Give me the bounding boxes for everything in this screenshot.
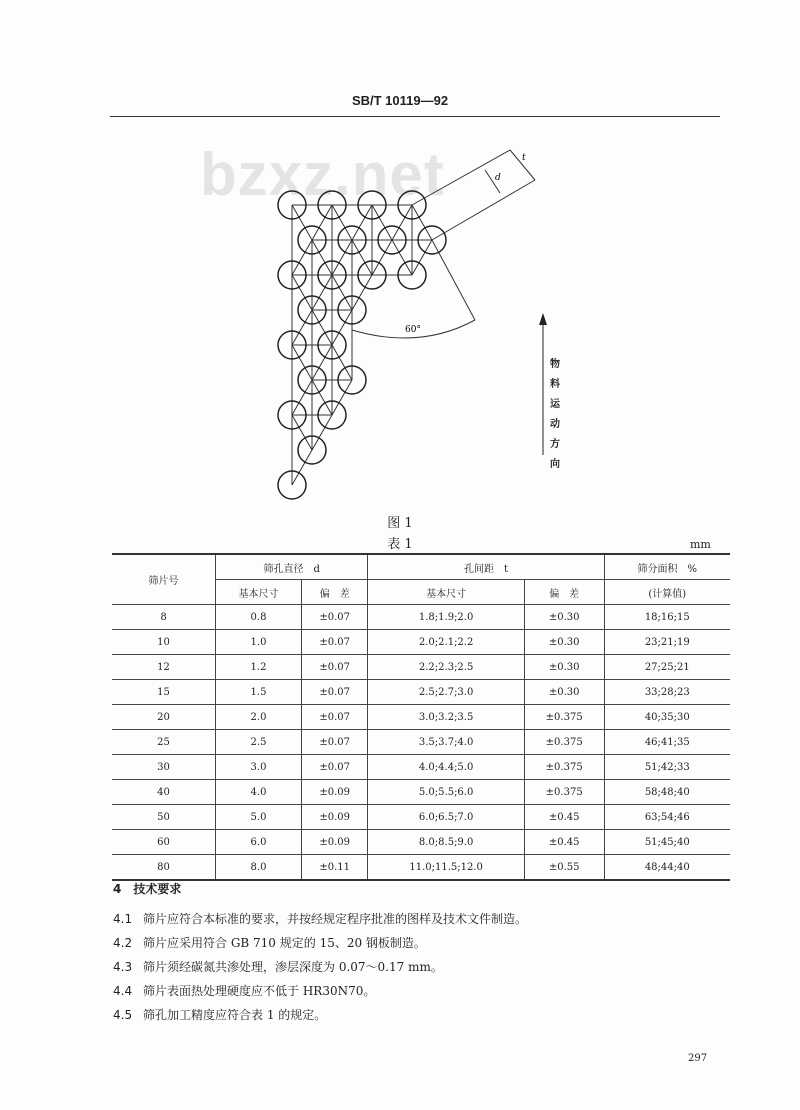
dimension-line	[432, 180, 535, 240]
header-no: 筛片号	[112, 554, 216, 605]
header-area: 筛分面积 %	[604, 554, 730, 580]
table-cell: ±0.07	[302, 705, 368, 730]
table-cell: 2.0	[216, 705, 302, 730]
table-cell: 63;54;46	[604, 805, 730, 830]
grid-line	[312, 380, 332, 415]
header-d-basic: 基本尺寸	[216, 580, 302, 605]
table-cell: 8.0	[216, 855, 302, 881]
table-cell: 40;35;30	[604, 705, 730, 730]
header-t-dev: 偏 差	[524, 580, 604, 605]
table-cell: 80	[112, 855, 216, 881]
table-row	[112, 830, 730, 855]
table-cell: ±0.07	[302, 630, 368, 655]
table-cell: 58;48;40	[604, 780, 730, 805]
table-unit: mm	[690, 538, 711, 551]
arrow-label-char: 动	[550, 419, 560, 430]
requirement-item	[113, 910, 527, 927]
table-cell: 5.0;5.5;6.0	[368, 780, 524, 805]
table-cell: ±0.09	[302, 780, 368, 805]
table-row	[112, 655, 730, 680]
grid-line	[412, 240, 432, 275]
table-cell: 20	[112, 705, 216, 730]
header-t: 孔间距 t	[368, 554, 604, 580]
grid-line	[332, 205, 352, 240]
watermark: bzxz.net	[200, 141, 445, 208]
table-cell: 8	[112, 605, 216, 630]
table-cell: 5.0	[216, 805, 302, 830]
arrow-label-char: 物	[550, 359, 560, 370]
table-cell: 50	[112, 805, 216, 830]
table-row	[112, 855, 730, 881]
header-rule	[110, 116, 720, 117]
table-cell: 25	[112, 730, 216, 755]
table-cell: ±0.45	[524, 805, 604, 830]
grid-line	[292, 275, 312, 310]
table-row	[112, 680, 730, 705]
table-cell: 18;16;15	[604, 605, 730, 630]
table-cell: 11.0;11.5;12.0	[368, 855, 524, 881]
standard-header: SB/T 10119—92	[351, 93, 449, 108]
table-cell: 2.2;2.3;2.5	[368, 655, 524, 680]
table-cell: 2.5;2.7;3.0	[368, 680, 524, 705]
table-cell: 12	[112, 655, 216, 680]
grid-line	[372, 240, 392, 275]
figure-caption: 图 1	[387, 516, 413, 531]
grid-line	[292, 240, 312, 275]
table-cell: ±0.07	[302, 730, 368, 755]
grid-line	[332, 275, 352, 310]
arrow-label-char: 运	[550, 399, 560, 410]
material-direction-label	[548, 355, 562, 475]
section-title: 4 技术要求	[113, 882, 182, 896]
grid-line	[332, 310, 352, 345]
arrow-label-char: 方	[550, 439, 560, 450]
grid-line	[352, 205, 372, 240]
table-cell: ±0.07	[302, 655, 368, 680]
grid-line	[292, 310, 312, 345]
table-row	[112, 805, 730, 830]
item-text: 筛片表面热处理硬度应不低于 HR30N70。	[143, 984, 376, 998]
table-cell: 4.0	[216, 780, 302, 805]
grid-line	[352, 240, 372, 275]
grid-line	[312, 415, 332, 450]
table-cell: 6.0	[216, 830, 302, 855]
table-cell: 3.5;3.7;4.0	[368, 730, 524, 755]
grid-line	[332, 380, 352, 415]
grid-line	[292, 415, 312, 450]
item-text: 筛孔加工精度应符合表 1 的规定。	[143, 1008, 327, 1022]
table-cell: 30	[112, 755, 216, 780]
table-cell: ±0.30	[524, 655, 604, 680]
table-cell: 0.8	[216, 605, 302, 630]
item-number: 4.3	[113, 960, 133, 974]
table-cell: 6.0;6.5;7.0	[368, 805, 524, 830]
table-row	[112, 630, 730, 655]
table-caption: 表 1	[387, 537, 413, 552]
arrow-label-char: 料	[550, 379, 560, 390]
table-row	[112, 605, 730, 630]
table-cell: ±0.09	[302, 830, 368, 855]
sieve-hole-diagram	[260, 135, 560, 505]
grid-line	[332, 345, 352, 380]
grid-line	[312, 205, 332, 240]
header-calc: (计算值)	[604, 580, 730, 605]
table-cell: 40	[112, 780, 216, 805]
table-cell: ±0.375	[524, 705, 604, 730]
table-cell: 51;45;40	[604, 830, 730, 855]
table-cell: ±0.07	[302, 605, 368, 630]
table-cell: ±0.30	[524, 680, 604, 705]
table-cell: 1.8;1.9;2.0	[368, 605, 524, 630]
table-cell: ±0.375	[524, 755, 604, 780]
header-d-dev: 偏 差	[302, 580, 368, 605]
angle-label: 60°	[405, 325, 421, 335]
table-cell: 2.5	[216, 730, 302, 755]
grid-line	[312, 275, 332, 310]
page-number: 297	[688, 1053, 708, 1064]
grid-line	[412, 205, 432, 240]
table-cell: ±0.45	[524, 830, 604, 855]
item-number: 4.4	[113, 984, 133, 998]
table-cell: 33;28;23	[604, 680, 730, 705]
requirement-item	[113, 958, 443, 975]
table-cell: ±0.09	[302, 805, 368, 830]
sieve-spec-table	[112, 553, 730, 881]
table-cell: 3.0;3.2;3.5	[368, 705, 524, 730]
table-cell: 1.2	[216, 655, 302, 680]
grid-line	[372, 205, 392, 240]
table-cell: 10	[112, 630, 216, 655]
grid-line	[332, 240, 352, 275]
table-cell: 60	[112, 830, 216, 855]
grid-line	[292, 205, 312, 240]
arrow-head-icon	[539, 313, 547, 325]
table-cell: 23;21;19	[604, 630, 730, 655]
table-row	[112, 730, 730, 755]
item-number: 4.1	[113, 912, 133, 926]
header-t-basic: 基本尺寸	[368, 580, 524, 605]
angle-line	[432, 240, 475, 320]
grid-line	[312, 310, 332, 345]
table-row	[112, 755, 730, 780]
grid-line	[312, 345, 332, 380]
table-cell: 3.0	[216, 755, 302, 780]
item-number: 4.5	[113, 1008, 133, 1022]
arrow-label-char: 向	[550, 459, 560, 470]
table-cell: 8.0;8.5;9.0	[368, 830, 524, 855]
grid-line	[392, 240, 412, 275]
item-text: 筛片应符合本标准的要求，并按经规定程序批准的图样及技术文件制造。	[143, 912, 528, 926]
table-cell: 48;44;40	[604, 855, 730, 881]
grid-line	[392, 205, 412, 240]
item-number: 4.2	[113, 936, 133, 950]
table-cell: 46;41;35	[604, 730, 730, 755]
table-cell: ±0.11	[302, 855, 368, 881]
table-cell: 4.0;4.4;5.0	[368, 755, 524, 780]
table-cell: 1.0	[216, 630, 302, 655]
grid-line	[292, 380, 312, 415]
table-cell: ±0.07	[302, 680, 368, 705]
table-cell: ±0.30	[524, 630, 604, 655]
header-d: 筛孔直径 d	[216, 554, 368, 580]
item-text: 筛片应采用符合 GB 710 规定的 15、20 钢板制造。	[143, 936, 426, 950]
table-cell: 15	[112, 680, 216, 705]
grid-line	[292, 450, 312, 485]
requirement-item	[113, 934, 426, 951]
requirement-item	[113, 1006, 326, 1023]
dimension-d-label: d	[495, 173, 501, 183]
item-text: 筛片须经碳氮共渗处理，渗层深度为 0.07～0.17 mm。	[143, 960, 443, 974]
table-cell: 51;42;33	[604, 755, 730, 780]
table-row	[112, 780, 730, 805]
grid-line	[312, 240, 332, 275]
table-cell: ±0.55	[524, 855, 604, 881]
table-cell: ±0.30	[524, 605, 604, 630]
table-cell: 2.0;2.1;2.2	[368, 630, 524, 655]
grid-line	[292, 345, 312, 380]
table-cell: ±0.375	[524, 730, 604, 755]
grid-line	[352, 275, 372, 310]
table-cell: ±0.375	[524, 780, 604, 805]
requirement-item	[113, 982, 375, 999]
table-row	[112, 705, 730, 730]
table-cell: ±0.07	[302, 755, 368, 780]
dimension-t-label: t	[522, 153, 526, 163]
table-cell: 1.5	[216, 680, 302, 705]
table-cell: 27;25;21	[604, 655, 730, 680]
